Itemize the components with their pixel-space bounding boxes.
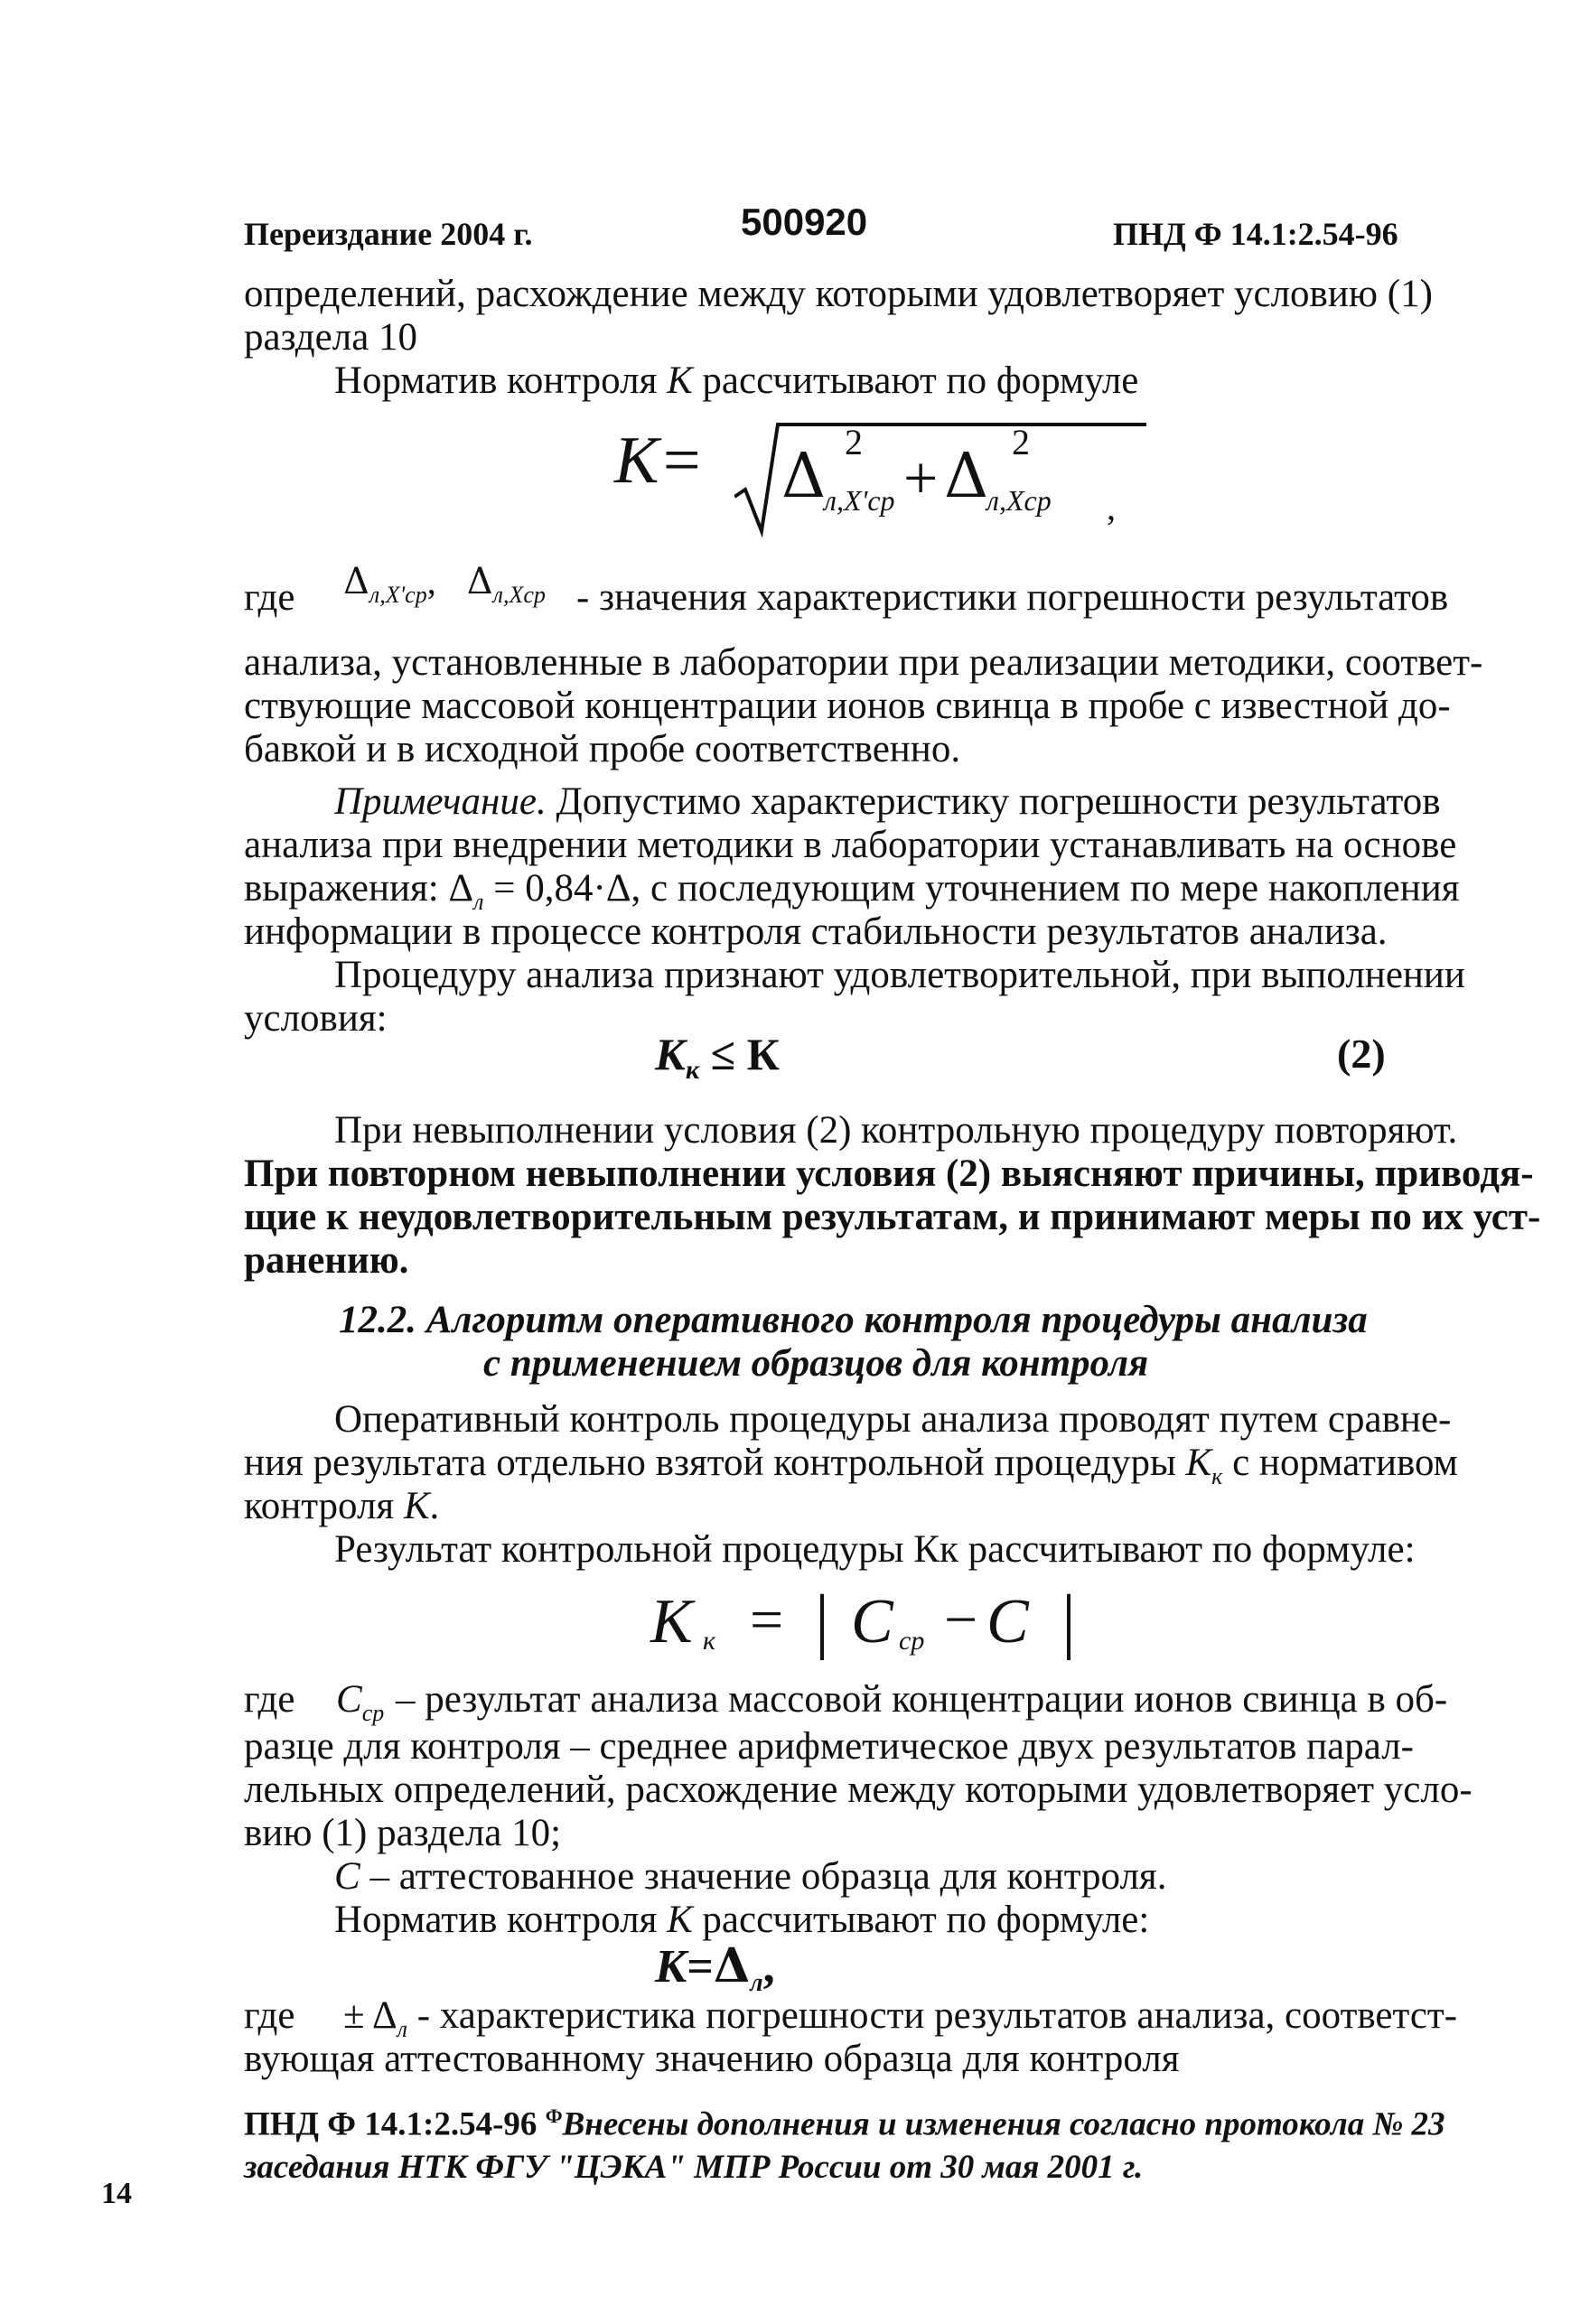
- header-edition: Переиздание 2004 г.: [244, 216, 533, 252]
- p2-line2: ствующие массовой концентрации ионов свинца в пробе с известной до-: [244, 685, 1451, 727]
- formula1-sub1: л,X'ср: [824, 484, 895, 517]
- footnote-mark: Ф: [545, 2105, 563, 2127]
- p3-line1: Процедуру анализа признают удовлетворительной, при выполнении: [334, 954, 1465, 996]
- p4-line4: ранению.: [244, 1239, 409, 1282]
- formula1-lhs: К=: [614, 424, 705, 498]
- condition-number: (2): [1337, 1031, 1386, 1077]
- p1-line3: Норматив контроля К рассчитывают по формуле: [334, 359, 1139, 402]
- where2-gde: где: [244, 1678, 295, 1721]
- formula1-plus: +: [903, 443, 939, 512]
- header-doc-number: 500920: [741, 201, 868, 243]
- p4-line2: При повторном невыполнении условия (2) выясняют причины, приводя-: [244, 1153, 1534, 1195]
- where3-gde: где: [244, 1994, 295, 2037]
- formula-kk: К к = | С ср − С |: [650, 1582, 1077, 1661]
- where2-symbol: $С_{ср}$: [336, 1678, 385, 1726]
- p5-line1: Оперативный контроль процедуры анализа проводят путем сравне-: [334, 1398, 1452, 1441]
- where1-text: - значения характеристики погрешности результатов: [576, 576, 1449, 619]
- header-standard-code: ПНД Ф 14.1:2.54-96: [1113, 216, 1398, 252]
- where2-line5: С – аттестованное значение образца для контроля.: [334, 1855, 1167, 1898]
- formula-k-delta: $К=\Delta_л$,: [655, 1938, 775, 1997]
- note-line1: Примечание. Допустимо характеристику погрешности результатов: [334, 780, 1441, 823]
- formula1-sup1: 2: [845, 422, 863, 462]
- where1-symbols: $\Delta_{л,X'ср}$, $\Delta_{л,Xср}$: [343, 561, 546, 608]
- condition-formula: $К_к \le К$: [655, 1029, 780, 1085]
- formula1-delta2: Δ: [944, 441, 989, 512]
- where3-line1: ± $\Delta_л$ - характеристика погрешности результатов анализа, соответст-: [343, 1994, 1458, 2042]
- formula1-comma: ,: [1107, 487, 1116, 527]
- p3-line2: условия:: [244, 997, 388, 1040]
- p4-line1: При невыполнении условия (2) контрольную процедуру повторяют.: [334, 1109, 1458, 1152]
- where1-gde: где: [244, 576, 295, 619]
- formula-k-sqrt: [614, 414, 1120, 540]
- p2-line1: анализа, установленные в лаборатории при реализации методики, соответ-: [244, 641, 1483, 684]
- formula1-delta1: Δ: [781, 441, 827, 512]
- page-number: 14: [101, 2177, 132, 2210]
- where2-line2: разце для контроля – среднее арифметическое двух результатов парал-: [244, 1725, 1414, 1768]
- note-line4: информации в процессе контроля стабильности результатов анализа.: [244, 910, 1388, 953]
- p5-line3: контроля К.: [244, 1485, 440, 1527]
- footnote-line2: заседания НТК ФГУ "ЦЭКА" МПР России от 30 мая 2001 г.: [244, 2149, 1144, 2186]
- formula1-sub2: л,Xср: [986, 484, 1052, 517]
- p5-line2: ния результата отдельно взятой контрольной процедуры $К_к$ с нормативом: [244, 1442, 1458, 1489]
- footnote-line1: ПНД Ф 14.1:2.54-96 $^Ф$Внесены дополнения и изменения согласно протокола № 23: [244, 2105, 1445, 2143]
- note-label: Примечание.: [334, 780, 547, 823]
- formula1-sup2: 2: [1012, 422, 1030, 462]
- note-line2: анализа при внедрении методики в лаборатории устанавливать на основе: [244, 824, 1457, 866]
- footnote-code: ПНД Ф 14.1:2.54-96: [244, 2105, 538, 2143]
- section-heading-line2: с применением образцов для контроля: [483, 1342, 1149, 1385]
- note-line3: выражения: $\Delta_л = 0,84\cdot\Delta$, с последующим уточнением по мере накопления: [244, 867, 1460, 915]
- p5-line4: Результат контрольной процедуры Кк рассчитывают по формуле:: [334, 1528, 1416, 1571]
- p1-line1: определений, расхождение между которыми удовлетворяет условию (1): [244, 273, 1433, 315]
- p2-line3: бавкой и в исходной пробе соответственно.: [244, 728, 961, 770]
- where2-line3: лельных определений, расхождение между которыми удовлетворяет усло-: [244, 1769, 1472, 1811]
- where2-line1: – результат анализа массовой концентрации ионов свинца в об-: [396, 1678, 1448, 1721]
- p4-line3: щие к неудовлетворительным результатам, и принимают меры по их уст-: [244, 1196, 1541, 1238]
- where2-line4: вию (1) раздела 10;: [244, 1812, 562, 1854]
- section-heading-line1: 12.2. Алгоритм оперативного контроля процедуры анализа: [339, 1299, 1368, 1341]
- p1-line2: раздела 10: [244, 316, 418, 359]
- where3-line2: вующая аттестованному значению образца для контроля: [244, 2038, 1180, 2080]
- where2-line6: Норматив контроля К рассчитывают по формуле:: [334, 1899, 1150, 1941]
